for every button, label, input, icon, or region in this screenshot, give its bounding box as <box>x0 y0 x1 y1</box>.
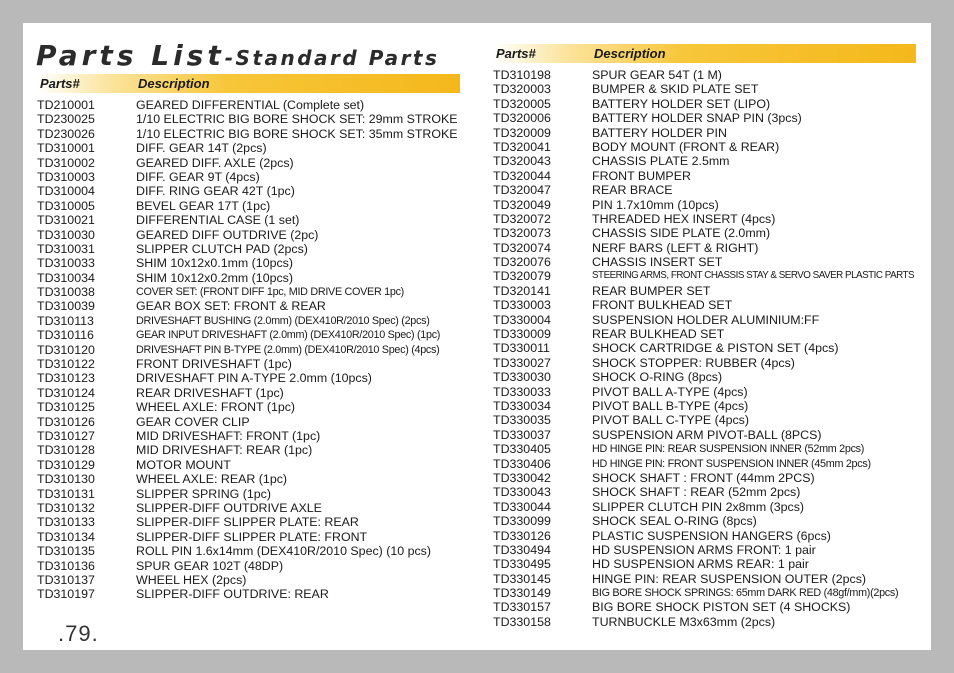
part-description: SHOCK SEAL O-RING (8pcs) <box>592 514 757 529</box>
part-number: TD330126 <box>493 528 551 543</box>
table-row <box>493 269 923 283</box>
right-table-header <box>493 44 916 63</box>
part-description: SHOCK O-RING (8pcs) <box>592 370 723 385</box>
part-description: WHEEL AXLE: REAR (1pc) <box>136 472 288 487</box>
part-number: TD320005 <box>493 96 551 111</box>
part-description: SLIPPER CLUTCH PAD (2pcs) <box>136 241 308 256</box>
part-description: BEVEL GEAR 17T (1pc) <box>136 198 271 213</box>
part-description: DIFF. RING GEAR 42T (1pc) <box>136 184 295 199</box>
part-number: TD310128 <box>37 443 95 458</box>
table-row <box>37 285 467 299</box>
part-number: TD310004 <box>37 184 95 199</box>
part-number: TD310120 <box>37 342 95 357</box>
table-row <box>37 415 467 429</box>
part-description: FRONT BUMPER <box>592 168 691 183</box>
table-row <box>37 443 467 457</box>
table-row <box>37 544 467 558</box>
table-row <box>37 343 467 357</box>
part-number: TD320006 <box>493 111 551 126</box>
table-row <box>493 586 923 600</box>
part-description: GEARED DIFF. AXLE (2pcs) <box>136 155 294 170</box>
part-description: DIFF. GEAR 14T (2pcs) <box>136 141 267 156</box>
table-row <box>37 587 467 601</box>
part-number: TD320076 <box>493 255 551 270</box>
table-row <box>493 557 923 571</box>
table-row <box>37 429 467 443</box>
table-row <box>493 500 923 514</box>
part-description: SHIM 10x12x0.1mm (10pcs) <box>136 256 294 271</box>
table-row <box>493 284 923 298</box>
table-row <box>493 169 923 183</box>
part-description: CHASSIS INSERT SET <box>592 255 723 270</box>
table-row <box>37 501 467 515</box>
part-description: FRONT DRIVESHAFT (1pc) <box>136 357 292 372</box>
part-number: TD310116 <box>37 328 94 343</box>
part-description: SHOCK SHAFT : REAR (52mm 2pcs) <box>592 485 801 500</box>
part-description: 1/10 ELECTRIC BIG BORE SHOCK SET: 29mm STROKE <box>136 112 458 127</box>
part-number: TD310034 <box>37 270 95 285</box>
part-number: TD310131 <box>37 486 95 501</box>
part-number: TD330011 <box>493 341 550 356</box>
part-number: TD310005 <box>37 198 95 213</box>
table-row <box>493 97 923 111</box>
table-row <box>493 68 923 82</box>
part-description: DRIVESHAFT PIN A-TYPE 2.0mm (10pcs) <box>136 371 372 386</box>
part-number: TD310001 <box>37 141 95 156</box>
table-row <box>37 559 467 573</box>
page-number: .79. <box>58 621 99 646</box>
table-row <box>493 442 923 456</box>
description-header: Description <box>594 46 666 61</box>
table-row <box>37 170 467 184</box>
title-sub: -Standard Parts <box>224 46 440 70</box>
part-number: TD330043 <box>493 485 551 500</box>
part-number: TD330035 <box>493 413 551 428</box>
part-description: GEAR INPUT DRIVESHAFT (2.0mm) (DEX410R/2010 Spec) (1pc) <box>136 329 441 342</box>
part-description: GEARED DIFFERENTIAL (Complete set) <box>136 98 365 112</box>
part-description: MID DRIVESHAFT: REAR (1pc) <box>136 443 313 458</box>
table-row <box>37 530 467 544</box>
page-title <box>36 35 439 73</box>
part-description: SLIPPER-DIFF SLIPPER PLATE: FRONT <box>136 529 368 544</box>
table-row <box>37 357 467 371</box>
table-row <box>37 213 467 227</box>
part-description: BIG BORE SHOCK PISTON SET (4 SHOCKS) <box>592 600 851 615</box>
part-number: TD330030 <box>493 370 551 385</box>
part-number: TD310124 <box>37 385 95 400</box>
part-description: TURNBUCKLE M3x63mm (2pcs) <box>592 614 776 629</box>
part-number: TD310122 <box>37 357 95 372</box>
part-number: TD320047 <box>493 183 551 198</box>
part-number: TD310123 <box>37 371 95 386</box>
table-row <box>493 298 923 312</box>
part-description: BATTERY HOLDER SNAP PIN (3pcs) <box>592 111 802 126</box>
part-number: TD310039 <box>37 299 95 314</box>
table-row <box>493 226 923 240</box>
table-row <box>493 399 923 413</box>
part-description: SLIPPER-DIFF OUTDRIVE AXLE <box>136 500 322 515</box>
table-row <box>37 299 467 313</box>
part-description: REAR DRIVESHAFT (1pc) <box>136 385 284 400</box>
part-description: GEARED DIFF OUTDRIVE (2pc) <box>136 227 319 242</box>
part-number: TD330099 <box>493 514 551 529</box>
table-row <box>37 314 467 328</box>
part-number: TD310125 <box>37 400 95 415</box>
part-number: TD310197 <box>37 587 95 602</box>
part-description: HD HINGE PIN: FRONT SUSPENSION INNER (45mm 2pcs) <box>592 457 871 470</box>
part-number: TD330009 <box>493 327 551 342</box>
part-number: TD310129 <box>37 457 95 472</box>
description-header: Description <box>138 76 210 91</box>
part-description: BATTERY HOLDER PIN <box>592 125 727 140</box>
right-parts-list <box>493 68 923 629</box>
table-row <box>37 487 467 501</box>
table-row <box>37 328 467 342</box>
part-description: REAR BRACE <box>592 183 673 198</box>
part-number: TD320043 <box>493 154 551 169</box>
table-row <box>37 472 467 486</box>
part-number: TD330406 <box>493 456 551 471</box>
part-description: SPUR GEAR 54T (1 M) <box>592 68 722 82</box>
part-number: TD330405 <box>493 442 551 457</box>
part-number: TD330495 <box>493 557 551 572</box>
part-number: TD320009 <box>493 125 551 140</box>
part-number: TD310133 <box>37 515 95 530</box>
table-row <box>493 413 923 427</box>
part-number: TD320072 <box>493 211 551 226</box>
table-row <box>493 241 923 255</box>
part-number: TD310132 <box>37 500 95 515</box>
left-table-header <box>37 74 460 93</box>
part-number: TD230026 <box>37 126 95 141</box>
table-row <box>37 458 467 472</box>
part-description: SHIM 10x12x0.2mm (10pcs) <box>136 270 294 285</box>
table-row <box>37 242 467 256</box>
table-row <box>493 471 923 485</box>
part-description: CHASSIS SIDE PLATE (2.0mm) <box>592 226 771 241</box>
parts-header: Parts# <box>496 46 536 61</box>
table-row <box>493 370 923 384</box>
catalog-page <box>23 23 931 650</box>
part-description: PLASTIC SUSPENSION HANGERS (6pcs) <box>592 528 831 543</box>
table-row <box>493 341 923 355</box>
part-description: MOTOR MOUNT <box>136 457 231 472</box>
part-number: TD230025 <box>37 112 95 127</box>
part-description: PIN 1.7x10mm (10pcs) <box>592 197 719 212</box>
part-description: BODY MOUNT (FRONT & REAR) <box>592 139 780 154</box>
part-description: DRIVESHAFT BUSHING (2.0mm) (DEX410R/2010 Spec) (2pcs) <box>136 314 430 327</box>
part-number: TD330042 <box>493 470 551 485</box>
table-row <box>37 400 467 414</box>
part-description: REAR BULKHEAD SET <box>592 327 725 342</box>
part-number: TD330044 <box>493 499 551 514</box>
part-number: TD320079 <box>493 269 551 284</box>
part-description: SLIPPER SPRING (1pc) <box>136 486 271 501</box>
part-number: TD330033 <box>493 384 551 399</box>
table-row <box>493 154 923 168</box>
part-number: TD330158 <box>493 614 551 629</box>
part-number: TD310021 <box>37 213 95 228</box>
part-number: TD310113 <box>37 313 94 328</box>
table-row <box>37 156 467 170</box>
table-row <box>493 111 923 125</box>
table-row <box>493 356 923 370</box>
part-description: PIVOT BALL C-TYPE (4pcs) <box>592 413 749 428</box>
part-description: COVER SET: (FRONT DIFF 1pc, MID DRIVE COVER 1pc) <box>136 286 404 299</box>
part-number: TD310136 <box>37 558 95 573</box>
part-description: DRIVESHAFT PIN B-TYPE (2.0mm) (DEX410R/2010 Spec) (4pcs) <box>136 343 440 356</box>
table-row <box>493 485 923 499</box>
part-description: CHASSIS PLATE 2.5mm <box>592 154 730 169</box>
table-row <box>37 515 467 529</box>
part-description: 1/10 ELECTRIC BIG BORE SHOCK SET: 35mm STROKE <box>136 126 458 141</box>
table-row <box>37 386 467 400</box>
part-description: SLIPPER-DIFF SLIPPER PLATE: REAR <box>136 515 359 530</box>
part-number: TD210001 <box>37 98 95 112</box>
table-row <box>493 126 923 140</box>
part-description: FRONT BULKHEAD SET <box>592 298 733 313</box>
part-description: BATTERY HOLDER SET (LIPO) <box>592 96 771 111</box>
part-description: REAR BUMPER SET <box>592 283 711 298</box>
table-row <box>37 98 467 112</box>
part-description: WHEEL HEX (2pcs) <box>136 572 247 587</box>
part-number: TD330145 <box>493 571 551 586</box>
part-description: SLIPPER-DIFF OUTDRIVE: REAR <box>136 587 329 602</box>
part-number: TD310033 <box>37 256 95 271</box>
part-number: TD310003 <box>37 169 95 184</box>
part-description: PIVOT BALL A-TYPE (4pcs) <box>592 384 748 399</box>
part-description: DIFFERENTIAL CASE (1 set) <box>136 213 300 228</box>
part-description: HD HINGE PIN: REAR SUSPENSION INNER (52mm 2pcs) <box>592 443 865 456</box>
table-row <box>493 183 923 197</box>
part-number: TD330037 <box>493 427 551 442</box>
part-number: TD330003 <box>493 298 551 313</box>
part-number: TD320141 <box>493 283 551 298</box>
table-row <box>493 255 923 269</box>
part-number: TD330004 <box>493 312 551 327</box>
table-row <box>37 141 467 155</box>
part-description: GEAR BOX SET: FRONT & REAR <box>136 299 326 314</box>
title-main: Parts List <box>36 39 225 72</box>
part-number: TD320003 <box>493 82 551 97</box>
part-description: SHOCK STOPPER: RUBBER (4pcs) <box>592 355 795 370</box>
table-row <box>37 256 467 270</box>
part-number: TD310031 <box>37 241 95 256</box>
table-row <box>493 198 923 212</box>
table-row <box>37 184 467 198</box>
part-description: NERF BARS (LEFT & RIGHT) <box>592 240 759 255</box>
part-number: TD310135 <box>37 544 95 559</box>
part-number: TD330149 <box>493 586 551 601</box>
table-row <box>37 199 467 213</box>
part-number: TD320041 <box>493 139 551 154</box>
table-row <box>493 327 923 341</box>
table-row <box>493 543 923 557</box>
part-description: THREADED HEX INSERT (4pcs) <box>592 211 776 226</box>
part-description: HD SUSPENSION ARMS FRONT: 1 pair <box>592 542 816 557</box>
table-row <box>493 140 923 154</box>
table-row <box>37 573 467 587</box>
part-number: TD330157 <box>493 600 551 615</box>
part-number: TD330494 <box>493 542 551 557</box>
table-row <box>37 112 467 126</box>
part-description: BUMPER & SKID PLATE SET <box>592 82 759 97</box>
parts-header: Parts# <box>40 76 80 91</box>
table-row <box>493 572 923 586</box>
part-description: WHEEL AXLE: FRONT (1pc) <box>136 400 296 415</box>
part-number: TD310198 <box>493 68 551 82</box>
part-description: SLIPPER CLUTCH PIN 2x8mm (3pcs) <box>592 499 805 514</box>
part-number: TD310134 <box>37 529 95 544</box>
table-row <box>37 228 467 242</box>
table-row <box>493 385 923 399</box>
part-number: TD330034 <box>493 398 551 413</box>
part-number: TD310127 <box>37 428 95 443</box>
part-description: GEAR COVER CLIP <box>136 414 250 429</box>
table-row <box>493 514 923 528</box>
table-row <box>493 600 923 614</box>
part-description: SUSPENSION HOLDER ALUMINIUM:FF <box>592 312 820 327</box>
part-number: TD310030 <box>37 227 95 242</box>
part-number: TD320073 <box>493 226 551 241</box>
part-description: DIFF. GEAR 9T (4pcs) <box>136 169 260 184</box>
table-row <box>37 271 467 285</box>
part-number: TD310038 <box>37 285 95 300</box>
part-description: ROLL PIN 1.6x14mm (DEX410R/2010 Spec) (10 pcs) <box>136 544 431 559</box>
part-number: TD330027 <box>493 355 551 370</box>
part-number: TD310137 <box>37 572 95 587</box>
left-parts-list <box>37 98 467 602</box>
part-number: TD310002 <box>37 155 95 170</box>
part-description: BIG BORE SHOCK SPRINGS: 65mm DARK RED (48gf/mm)(2pcs) <box>592 587 899 600</box>
part-number: TD310126 <box>37 414 95 429</box>
table-row <box>493 428 923 442</box>
table-row <box>493 212 923 226</box>
table-row <box>493 313 923 327</box>
part-number: TD320049 <box>493 197 551 212</box>
part-description: MID DRIVESHAFT: FRONT (1pc) <box>136 428 321 443</box>
part-description: STEERING ARMS, FRONT CHASSIS STAY & SERVO SAVER PLASTIC PARTS <box>592 270 915 282</box>
part-description: HINGE PIN: REAR SUSPENSION OUTER (2pcs) <box>592 571 867 586</box>
part-description: SPUR GEAR 102T (48DP) <box>136 558 284 573</box>
part-description: SHOCK SHAFT : FRONT (44mm 2PCS) <box>592 470 815 485</box>
part-number: TD320044 <box>493 168 551 183</box>
table-row <box>37 371 467 385</box>
table-row <box>493 457 923 471</box>
part-description: SHOCK CARTRIDGE & PISTON SET (4pcs) <box>592 341 839 356</box>
part-description: HD SUSPENSION ARMS REAR: 1 pair <box>592 557 809 572</box>
table-row <box>493 82 923 96</box>
part-description: SUSPENSION ARM PIVOT-BALL (8PCS) <box>592 427 822 442</box>
part-number: TD320074 <box>493 240 551 255</box>
table-row <box>493 615 923 629</box>
table-row <box>493 529 923 543</box>
part-description: PIVOT BALL B-TYPE (4pcs) <box>592 398 749 413</box>
part-number: TD310130 <box>37 472 95 487</box>
table-row <box>37 127 467 141</box>
